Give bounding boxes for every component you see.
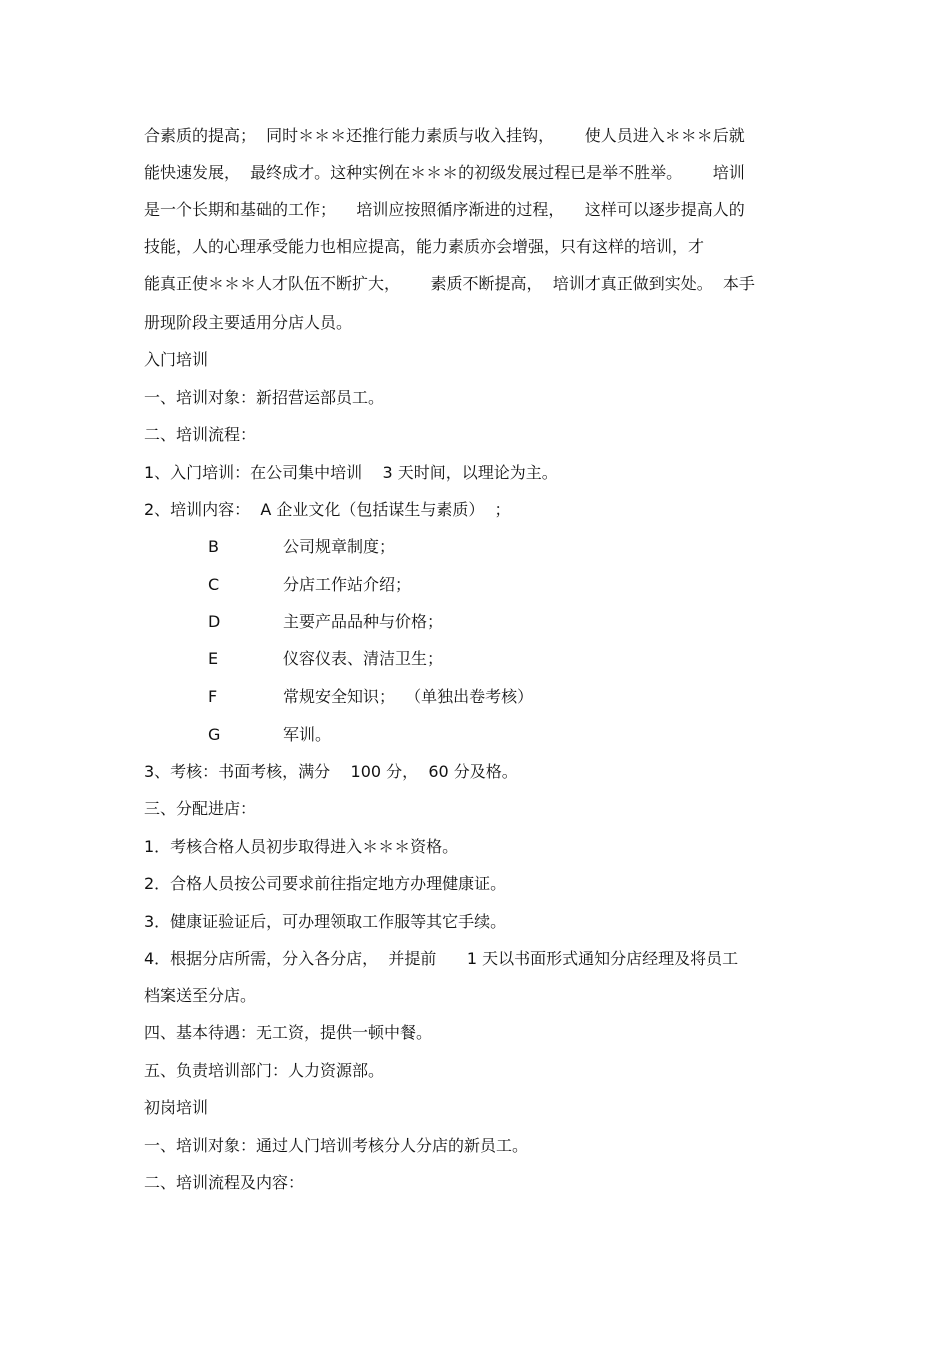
content-item-letter: G [208,725,221,744]
content-item-text: 仪容仪表、清洁卫生； [283,649,444,668]
content-item-letter: F [208,687,218,706]
content-item-text: 分店工作站介绍； [283,575,412,594]
allocation-heading: 三、分配进店： [144,799,257,818]
paragraph-line: 技能，人的心理承受能力也相应提高，能力素质亦会增强，只有这样的培训，才 [144,237,705,256]
content-item-text: 常规安全知识； （单独出卷考核） [283,687,534,706]
content-item-letter: E [208,649,219,668]
allocation-item: 4．根据分店所需，分入各分店， 并提前 1 天以书面形式通知分店经理及将员工 [144,949,739,968]
benefits-line: 四、基本待遇：无工资，提供一顿中餐。 [144,1023,433,1042]
allocation-item: 档案送至分店。 [144,986,257,1005]
content-item-letter: D [208,612,221,631]
training-target: 一、培训对象：新招营运部员工。 [144,388,385,407]
list-item: 1、入门培训：在公司集中培训 3 天时间，以理论为主。 [144,463,558,482]
content-item-text: 公司规章制度； [283,537,396,556]
allocation-item: 2．合格人员按公司要求前往指定地方办理健康证。 [144,874,507,893]
content-item-text: 主要产品品种与价格； [283,612,444,631]
department-line: 五、负责培训部门：人力资源部。 [144,1061,385,1080]
list-item: 2、培训内容： A 企业文化（包括谋生与素质） ； [144,500,511,519]
process-heading: 二、培训流程及内容： [144,1173,305,1192]
content-item-text: 军训。 [283,725,332,744]
paragraph-line: 能快速发展， 最终成才。这种实例在＊＊＊的初级发展过程已是举不胜举。 培训 [144,163,745,182]
allocation-item: 1．考核合格人员初步取得进入＊＊＊资格。 [144,837,459,856]
training-target: 一、培训对象：通过人门培训考核分人分店的新员工。 [144,1136,529,1155]
content-item-letter: B [208,537,219,556]
content-item-letter: C [208,575,220,594]
section-heading: 入门培训 [144,350,209,369]
paragraph-line: 是一个长期和基础的工作； 培训应按照循序渐进的过程， 这样可以逐步提高人的 [144,200,745,219]
section-heading: 初岗培训 [144,1098,209,1117]
paragraph-line: 能真正使＊＊＊人才队伍不断扩大， 素质不断提高， 培训才真正做到实处。 本手 [144,274,755,293]
allocation-item: 3．健康证验证后，可办理领取工作服等其它手续。 [144,912,507,931]
paragraph-line: 册现阶段主要适用分店人员。 [144,313,353,332]
paragraph-line: 合素质的提高； 同时＊＊＊还推行能力素质与收入挂钩， 使人员进入＊＊＊后就 [144,126,745,145]
list-item: 3、考核：书面考核，满分 100 分， 60 分及格。 [144,762,518,781]
process-heading: 二、培训流程： [144,425,257,444]
